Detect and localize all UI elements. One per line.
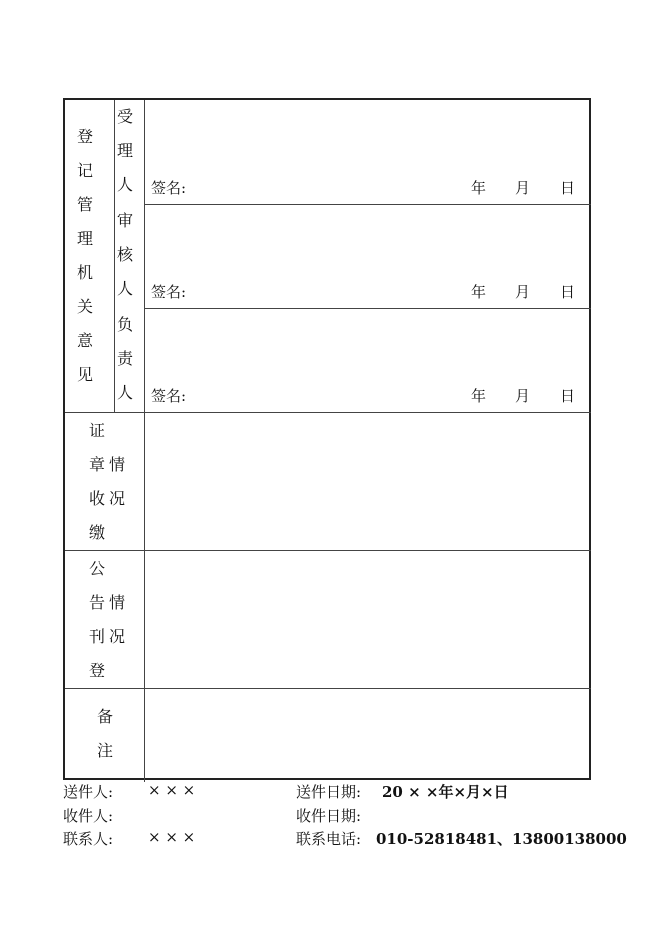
contact-label: 联系人: bbox=[63, 830, 114, 848]
label-char: 理 bbox=[76, 229, 93, 248]
label-char: 证 bbox=[88, 421, 105, 440]
label-char: 见 bbox=[76, 365, 93, 384]
label-char: 关 bbox=[76, 297, 93, 316]
label-char: 情 bbox=[108, 455, 125, 474]
divider-row-1 bbox=[144, 204, 591, 205]
phone-value: 010-52818481、13800138000 bbox=[376, 830, 627, 848]
month-label: 月 bbox=[515, 179, 531, 197]
label-char: 记 bbox=[76, 161, 93, 180]
divider-row-2 bbox=[144, 308, 591, 309]
label-char: 意 bbox=[76, 331, 93, 350]
label-char: 注 bbox=[96, 741, 113, 760]
month-label: 月 bbox=[515, 387, 531, 405]
label-char: 登 bbox=[88, 661, 105, 680]
publication-section-label-col1 bbox=[87, 552, 107, 688]
label-char: 况 bbox=[108, 627, 125, 646]
label-char: 刊 bbox=[88, 627, 105, 646]
role-char: 理 bbox=[116, 141, 133, 160]
label-char: 登 bbox=[76, 127, 93, 146]
phone-label: 联系电话: bbox=[296, 830, 362, 848]
fee-section-label-col2 bbox=[107, 448, 127, 516]
role-char: 人 bbox=[116, 383, 133, 402]
sender-label: 送件人: bbox=[63, 783, 114, 801]
day-label: 日 bbox=[560, 283, 576, 301]
role-char: 负 bbox=[116, 315, 133, 334]
role-label-principal bbox=[115, 308, 135, 410]
registration-opinion-label bbox=[75, 120, 95, 392]
label-char: 章 bbox=[88, 455, 105, 474]
year-label: 年 bbox=[471, 283, 487, 301]
role-char: 责 bbox=[116, 349, 133, 368]
label-char: 告 bbox=[88, 593, 105, 612]
label-char: 况 bbox=[108, 489, 125, 508]
divider-section-2 bbox=[65, 550, 591, 551]
registration-form-table bbox=[63, 98, 591, 780]
label-char: 备 bbox=[96, 707, 113, 726]
label-char: 管 bbox=[76, 195, 93, 214]
publication-section-label-col2 bbox=[107, 586, 127, 654]
signature-label: 签名: bbox=[151, 283, 187, 301]
role-char: 核 bbox=[116, 245, 133, 264]
role-label-reviewer bbox=[115, 204, 135, 306]
role-char: 人 bbox=[116, 279, 133, 298]
label-char: 收 bbox=[88, 489, 105, 508]
signature-label: 签名: bbox=[151, 387, 187, 405]
role-char: 审 bbox=[116, 211, 133, 230]
sender-value: × × × bbox=[148, 781, 196, 799]
receiver-label: 收件人: bbox=[63, 807, 114, 825]
label-char: 情 bbox=[108, 593, 125, 612]
label-char: 机 bbox=[76, 263, 93, 282]
send-date-value: 20 × ×年×月×日 bbox=[382, 783, 509, 801]
remarks-label bbox=[95, 700, 115, 768]
day-label: 日 bbox=[560, 179, 576, 197]
contact-value: × × × bbox=[148, 828, 196, 846]
label-char: 公 bbox=[88, 559, 105, 578]
role-label-acceptor bbox=[115, 100, 135, 202]
role-char: 受 bbox=[116, 107, 133, 126]
receive-date-label: 收件日期: bbox=[296, 807, 362, 825]
signature-label: 签名: bbox=[151, 179, 187, 197]
send-date-label: 送件日期: bbox=[296, 783, 362, 801]
role-char: 人 bbox=[116, 175, 133, 194]
divider-section-1 bbox=[65, 412, 591, 413]
label-char: 缴 bbox=[88, 523, 105, 542]
year-label: 年 bbox=[471, 387, 487, 405]
year-label: 年 bbox=[471, 179, 487, 197]
month-label: 月 bbox=[515, 283, 531, 301]
fee-section-label-col1 bbox=[87, 414, 107, 550]
divider-label-col bbox=[144, 100, 145, 782]
day-label: 日 bbox=[560, 387, 576, 405]
divider-section-3 bbox=[65, 688, 591, 689]
